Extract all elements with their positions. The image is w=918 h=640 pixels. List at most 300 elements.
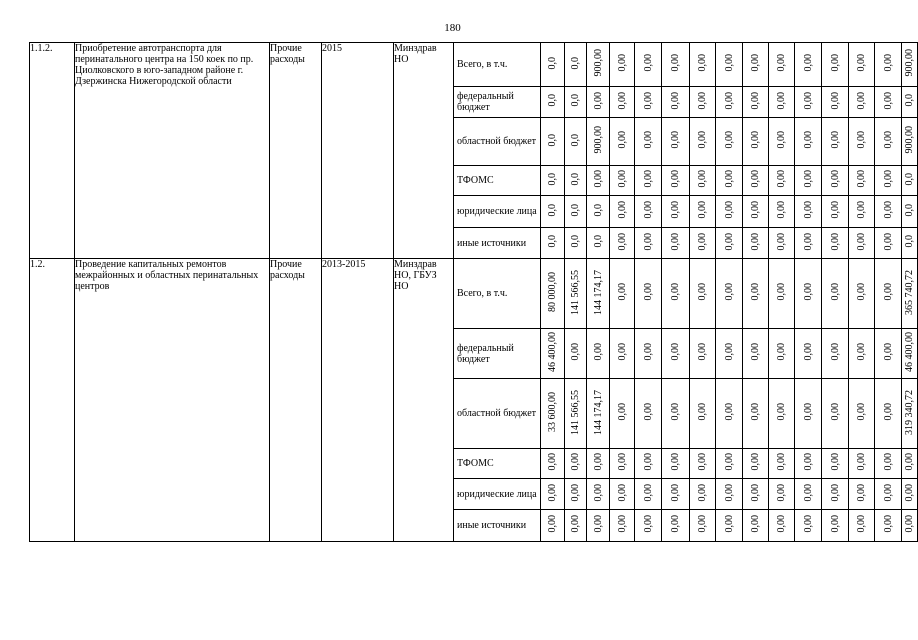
- amount-cell: [822, 379, 849, 449]
- amount-value: 365 740,72: [904, 269, 915, 315]
- amount-cell: [610, 259, 635, 329]
- amount-value: 0,00: [616, 232, 628, 251]
- amount-cell: [587, 43, 610, 87]
- amount-cell: [875, 118, 902, 166]
- amount-cell: [541, 118, 565, 166]
- amount-cell: [635, 259, 662, 329]
- amount-cell: [587, 259, 610, 329]
- amount-cell: [716, 166, 743, 196]
- amount-value: 0,00: [750, 54, 761, 72]
- amount-value: 0,00: [697, 201, 708, 219]
- amount-value: 0,00: [616, 483, 628, 502]
- amount-value: 0,00: [670, 343, 681, 361]
- amount-value: 0,00: [592, 170, 604, 188]
- amount-value: 0,00: [856, 453, 867, 471]
- amount-value: 0,00: [856, 232, 867, 251]
- amount-value: 0,00: [750, 232, 761, 251]
- amount-value: 0,0: [570, 94, 581, 107]
- amount-cell: [635, 228, 662, 259]
- amount-cell: [635, 510, 662, 542]
- amount-value: 0,00: [570, 515, 581, 533]
- amount-cell: [610, 479, 635, 510]
- amount-cell: [795, 228, 822, 259]
- amount-cell: [743, 329, 769, 379]
- amount-value: 0,0: [547, 235, 558, 248]
- amount-cell: [769, 449, 795, 479]
- amount-cell: [875, 479, 902, 510]
- amount-value: 144 174,17: [592, 269, 604, 315]
- amount-cell: [769, 479, 795, 510]
- amount-cell: [769, 259, 795, 329]
- amount-value: 0,00: [616, 201, 628, 219]
- amount-value: 0,00: [802, 515, 814, 533]
- amount-value: 0,00: [547, 453, 558, 471]
- amount-cell: [565, 329, 587, 379]
- amount-cell: [541, 379, 565, 449]
- amount-value: 0,00: [882, 483, 894, 502]
- amount-value: 0,0: [904, 94, 915, 107]
- amount-cell: [662, 196, 690, 228]
- amount-cell: [875, 228, 902, 259]
- amount-value: 0,00: [829, 91, 841, 110]
- amount-value: 0,0: [570, 133, 581, 147]
- amount-cell: [662, 87, 690, 118]
- amount-value: 0,00: [829, 343, 841, 361]
- amount-value: 0,00: [723, 131, 735, 149]
- amount-cell: [795, 118, 822, 166]
- amount-cell: [743, 196, 769, 228]
- amount-cell: [822, 43, 849, 87]
- amount-cell: [565, 510, 587, 542]
- amount-cell: [902, 87, 918, 118]
- amount-value: 0,00: [723, 453, 735, 471]
- amount-value: 0,00: [750, 283, 761, 301]
- amount-value: 0,00: [829, 483, 841, 502]
- amount-cell: [610, 379, 635, 449]
- amount-cell: [610, 510, 635, 542]
- amount-cell: [587, 379, 610, 449]
- amount-cell: [662, 329, 690, 379]
- amount-cell: [565, 259, 587, 329]
- amount-value: 0,00: [802, 91, 814, 110]
- funding-source-label: ТФОМС: [454, 166, 541, 196]
- funding-source-label: Всего, в т.ч.: [454, 259, 541, 329]
- amount-cell: [769, 118, 795, 166]
- amount-value: 0,00: [750, 483, 761, 502]
- amount-value: 0,00: [670, 131, 681, 149]
- amount-cell: [565, 449, 587, 479]
- amount-cell: [875, 166, 902, 196]
- amount-cell: [662, 510, 690, 542]
- amount-cell: [565, 166, 587, 196]
- amount-cell: [769, 196, 795, 228]
- amount-cell: [769, 87, 795, 118]
- amount-cell: [587, 510, 610, 542]
- amount-value: 0,00: [776, 54, 787, 72]
- amount-cell: [716, 87, 743, 118]
- amount-value: 0,00: [616, 515, 628, 533]
- period-cell: 2015: [322, 43, 394, 259]
- amount-value: 0,00: [642, 483, 654, 502]
- amount-cell: [716, 479, 743, 510]
- amount-value: 0,00: [642, 403, 654, 421]
- amount-value: 0,00: [829, 515, 841, 533]
- amount-cell: [690, 329, 716, 379]
- item-name-cell: Приобретение автотранспорта для перинатального центра на 150 коек по пр. Циолковского в юго-западном районе г. Дзержинска Нижегородской области: [75, 43, 270, 259]
- amount-value: 0,00: [802, 201, 814, 219]
- amount-cell: [849, 329, 875, 379]
- amount-cell: [822, 118, 849, 166]
- item-code-cell: 1.1.2.: [30, 43, 75, 259]
- amount-value: 0,00: [856, 283, 867, 301]
- amount-value: 0,00: [750, 170, 761, 188]
- funding-source-label: иные источники: [454, 228, 541, 259]
- amount-cell: [662, 379, 690, 449]
- amount-value: 0,00: [697, 170, 708, 188]
- amount-value: 0,00: [697, 403, 708, 421]
- amount-cell: [795, 196, 822, 228]
- amount-value: 0,00: [776, 515, 787, 533]
- expense-category-cell: Прочие расходы: [270, 259, 322, 542]
- amount-cell: [565, 196, 587, 228]
- page-number: 180: [444, 22, 461, 34]
- amount-value: 0,00: [723, 54, 735, 72]
- amount-value: 0,00: [882, 232, 894, 251]
- amount-value: 0,00: [750, 403, 761, 421]
- amount-cell: [635, 196, 662, 228]
- amount-cell: [769, 379, 795, 449]
- amount-value: 0,00: [829, 54, 841, 72]
- amount-value: 0,00: [723, 483, 735, 502]
- amount-cell: [610, 166, 635, 196]
- funding-source-label: федеральный бюджет: [454, 87, 541, 118]
- amount-value: 0,0: [904, 172, 915, 186]
- amount-cell: [587, 166, 610, 196]
- amount-cell: [587, 196, 610, 228]
- amount-cell: [875, 87, 902, 118]
- amount-value: 900,00: [592, 49, 604, 77]
- amount-value: 0,00: [670, 54, 681, 72]
- amount-cell: [849, 449, 875, 479]
- amount-value: 0,00: [750, 91, 761, 110]
- amount-value: 0,00: [616, 403, 628, 421]
- amount-value: 0,00: [723, 403, 735, 421]
- amount-cell: [635, 329, 662, 379]
- amount-value: 0,00: [570, 343, 581, 361]
- amount-value: 0,00: [642, 283, 654, 301]
- amount-cell: [690, 166, 716, 196]
- amount-cell: [849, 379, 875, 449]
- amount-cell: [849, 479, 875, 510]
- amount-cell: [849, 196, 875, 228]
- amount-value: 0,00: [750, 343, 761, 361]
- amount-cell: [541, 196, 565, 228]
- amount-cell: [541, 228, 565, 259]
- amount-cell: [743, 510, 769, 542]
- amount-value: 0,00: [750, 201, 761, 219]
- amount-cell: [875, 449, 902, 479]
- amount-value: 0,00: [776, 343, 787, 361]
- amount-value: 0,00: [829, 201, 841, 219]
- amount-value: 0,00: [750, 131, 761, 149]
- table-row: [30, 43, 918, 87]
- amount-value: 0,00: [670, 170, 681, 188]
- amount-value: 0,00: [670, 515, 681, 533]
- amount-value: 0,0: [570, 56, 581, 70]
- amount-cell: [849, 118, 875, 166]
- amount-value: 0,00: [904, 453, 915, 471]
- amount-value: 900,00: [904, 126, 915, 154]
- amount-value: 0,00: [856, 201, 867, 219]
- amount-cell: [541, 259, 565, 329]
- amount-value: 0,00: [616, 283, 628, 301]
- amount-cell: [902, 449, 918, 479]
- amount-value: 0,00: [829, 403, 841, 421]
- amount-cell: [610, 449, 635, 479]
- amount-cell: [769, 228, 795, 259]
- amount-value: 0,0: [547, 133, 558, 147]
- amount-value: 0,00: [856, 483, 867, 502]
- amount-cell: [690, 196, 716, 228]
- amount-cell: [610, 118, 635, 166]
- amount-value: 0,00: [670, 283, 681, 301]
- amount-value: 0,00: [570, 453, 581, 471]
- amount-value: 0,00: [802, 54, 814, 72]
- amount-cell: [716, 449, 743, 479]
- amount-value: 0,00: [723, 283, 735, 301]
- budget-table: [29, 42, 918, 542]
- amount-cell: [743, 118, 769, 166]
- amount-value: 0,00: [882, 91, 894, 110]
- amount-cell: [690, 87, 716, 118]
- amount-value: 141 566,55: [570, 389, 581, 435]
- amount-cell: [769, 166, 795, 196]
- amount-value: 319 340,72: [904, 389, 915, 435]
- amount-value: 0,00: [776, 403, 787, 421]
- amount-cell: [635, 449, 662, 479]
- amount-cell: [743, 228, 769, 259]
- amount-cell: [610, 228, 635, 259]
- amount-cell: [690, 449, 716, 479]
- amount-value: 0,00: [697, 91, 708, 110]
- amount-value: 0,00: [776, 91, 787, 110]
- item-code-cell: 1.2.: [30, 259, 75, 542]
- amount-value: 0,00: [592, 515, 604, 533]
- amount-cell: [587, 449, 610, 479]
- amount-value: 0,00: [723, 515, 735, 533]
- amount-value: 144 174,17: [592, 389, 604, 435]
- amount-cell: [610, 87, 635, 118]
- amount-value: 0,00: [829, 453, 841, 471]
- amount-cell: [743, 479, 769, 510]
- funding-source-label: федеральный бюджет: [454, 329, 541, 379]
- amount-cell: [541, 449, 565, 479]
- amount-cell: [662, 259, 690, 329]
- amount-cell: [875, 329, 902, 379]
- amount-value: 0,00: [802, 343, 814, 361]
- amount-value: 0,0: [592, 235, 604, 248]
- amount-value: 33 600,00: [547, 392, 558, 432]
- amount-value: 0,0: [547, 56, 558, 70]
- amount-cell: [795, 43, 822, 87]
- amount-cell: [662, 118, 690, 166]
- amount-cell: [769, 510, 795, 542]
- amount-cell: [822, 196, 849, 228]
- amount-value: 0,00: [802, 283, 814, 301]
- amount-cell: [743, 449, 769, 479]
- funding-source-label: иные источники: [454, 510, 541, 542]
- amount-cell: [587, 228, 610, 259]
- amount-cell: [610, 329, 635, 379]
- amount-cell: [716, 118, 743, 166]
- amount-value: 0,00: [642, 232, 654, 251]
- amount-value: 0,00: [856, 403, 867, 421]
- amount-cell: [565, 479, 587, 510]
- amount-value: 0,00: [547, 483, 558, 502]
- amount-value: 0,00: [670, 483, 681, 502]
- amount-cell: [610, 196, 635, 228]
- amount-value: 0,00: [776, 131, 787, 149]
- amount-cell: [795, 479, 822, 510]
- amount-value: 0,00: [882, 283, 894, 301]
- funding-source-label: ТФОМС: [454, 449, 541, 479]
- amount-cell: [795, 379, 822, 449]
- amount-cell: [635, 87, 662, 118]
- item-name-cell: Проведение капитальных ремонтов межрайонных и областных перинатальных центров: [75, 259, 270, 542]
- amount-value: 0,00: [616, 343, 628, 361]
- amount-cell: [662, 166, 690, 196]
- funding-source-label: юридические лица: [454, 479, 541, 510]
- amount-value: 0,00: [670, 453, 681, 471]
- amount-cell: [902, 259, 918, 329]
- amount-cell: [716, 379, 743, 449]
- amount-cell: [690, 510, 716, 542]
- period-cell: 2013-2015: [322, 259, 394, 542]
- amount-value: 0,00: [547, 515, 558, 533]
- amount-value: 0,00: [904, 483, 915, 502]
- amount-cell: [822, 166, 849, 196]
- amount-value: 0,00: [697, 232, 708, 251]
- amount-cell: [541, 166, 565, 196]
- amount-cell: [635, 379, 662, 449]
- amount-cell: [716, 228, 743, 259]
- amount-cell: [662, 479, 690, 510]
- amount-value: 0,00: [802, 232, 814, 251]
- expense-category-cell: Прочие расходы: [270, 43, 322, 259]
- amount-value: 0,00: [882, 170, 894, 188]
- amount-cell: [795, 329, 822, 379]
- amount-value: 0,00: [776, 453, 787, 471]
- amount-value: 0,00: [723, 91, 735, 110]
- amount-cell: [902, 479, 918, 510]
- amount-value: 0,00: [642, 91, 654, 110]
- amount-value: 0,0: [547, 172, 558, 186]
- amount-cell: [690, 43, 716, 87]
- amount-value: 0,00: [723, 201, 735, 219]
- amount-value: 0,00: [642, 343, 654, 361]
- amount-cell: [565, 118, 587, 166]
- amount-value: 0,00: [616, 453, 628, 471]
- amount-value: 0,0: [547, 203, 558, 217]
- amount-cell: [902, 196, 918, 228]
- amount-cell: [875, 196, 902, 228]
- amount-value: 0,0: [570, 235, 581, 248]
- funding-source-label: областной бюджет: [454, 379, 541, 449]
- amount-cell: [587, 118, 610, 166]
- amount-cell: [849, 166, 875, 196]
- amount-cell: [716, 329, 743, 379]
- amount-value: 0,00: [642, 201, 654, 219]
- amount-value: 0,00: [750, 453, 761, 471]
- amount-value: 0,00: [802, 453, 814, 471]
- amount-cell: [795, 259, 822, 329]
- amount-value: 0,00: [802, 483, 814, 502]
- amount-cell: [849, 87, 875, 118]
- amount-value: 0,0: [904, 235, 915, 248]
- amount-cell: [902, 43, 918, 87]
- amount-value: 0,00: [592, 453, 604, 471]
- amount-value: 0,00: [616, 131, 628, 149]
- amount-value: 0,00: [856, 91, 867, 110]
- amount-value: 0,00: [776, 283, 787, 301]
- amount-cell: [849, 228, 875, 259]
- amount-cell: [849, 259, 875, 329]
- amount-cell: [769, 329, 795, 379]
- amount-cell: [565, 228, 587, 259]
- executor-cell: Минздрав НО, ГБУЗ НО: [394, 259, 454, 542]
- amount-cell: [822, 87, 849, 118]
- amount-value: 0,00: [882, 54, 894, 72]
- amount-value: 0,00: [670, 232, 681, 251]
- funding-source-label: юридические лица: [454, 196, 541, 228]
- amount-value: 0,00: [856, 170, 867, 188]
- amount-cell: [716, 259, 743, 329]
- amount-cell: [822, 449, 849, 479]
- amount-value: 0,0: [570, 172, 581, 186]
- amount-value: 0,00: [882, 515, 894, 533]
- amount-cell: [716, 43, 743, 87]
- amount-cell: [662, 449, 690, 479]
- amount-value: 0,00: [723, 170, 735, 188]
- amount-cell: [690, 259, 716, 329]
- amount-value: 0,00: [856, 343, 867, 361]
- amount-cell: [565, 43, 587, 87]
- amount-value: 0,0: [547, 94, 558, 107]
- amount-cell: [902, 329, 918, 379]
- amount-cell: [849, 510, 875, 542]
- amount-value: 0,00: [856, 515, 867, 533]
- amount-value: 80 000,00: [547, 272, 558, 312]
- amount-value: 0,00: [882, 453, 894, 471]
- amount-value: 0,00: [616, 54, 628, 72]
- amount-cell: [743, 43, 769, 87]
- amount-cell: [822, 510, 849, 542]
- amount-value: 0,00: [776, 483, 787, 502]
- amount-value: 0,00: [697, 54, 708, 72]
- amount-cell: [849, 43, 875, 87]
- amount-cell: [635, 43, 662, 87]
- amount-cell: [902, 166, 918, 196]
- amount-value: 0,00: [670, 91, 681, 110]
- amount-value: 0,00: [642, 131, 654, 149]
- amount-cell: [822, 228, 849, 259]
- amount-value: 0,00: [592, 483, 604, 502]
- table-row: [30, 259, 918, 329]
- amount-value: 0,00: [904, 515, 915, 533]
- amount-cell: [769, 43, 795, 87]
- amount-cell: [690, 379, 716, 449]
- amount-cell: [795, 449, 822, 479]
